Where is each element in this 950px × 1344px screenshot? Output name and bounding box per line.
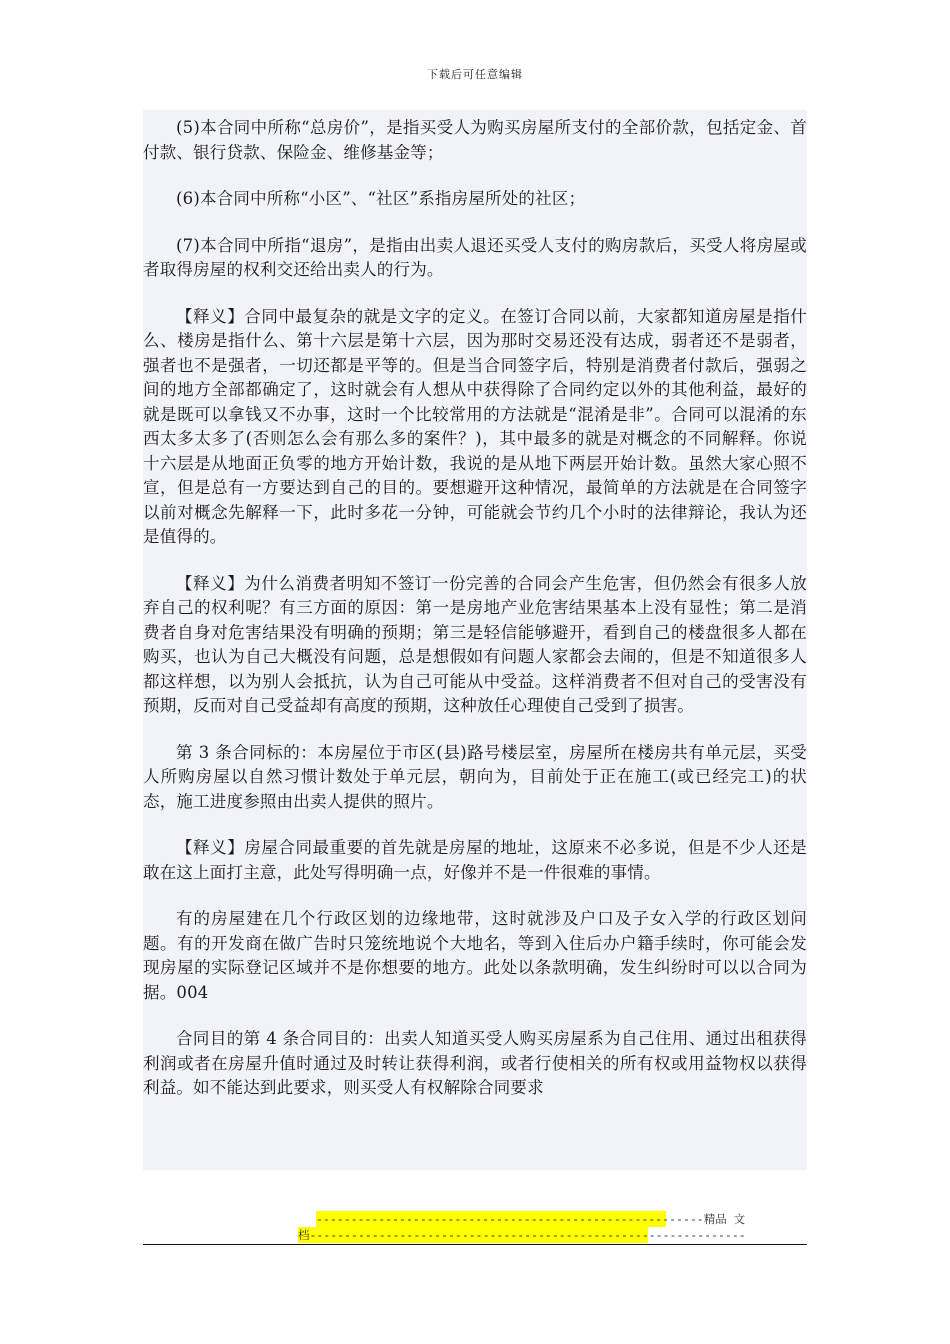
paragraph-article-3: 第 3 条合同标的：本房屋位于市区(县)路号楼层室，房屋所在楼房共有单元层，买受人所购房屋以自然习惯计数处于单元层，朝向为，目前处于正在施工(或已经完工)的状态，施工进度参照由出卖人提供的照片。	[143, 742, 807, 811]
footer-divider	[143, 1244, 807, 1245]
footer-line-1: --------------------------------------------------------精品 文	[316, 1212, 746, 1226]
footer-watermark	[298, 1211, 746, 1243]
paragraph-definition-6: (6)本合同中所称“小区”、“社区”系指房屋所处的社区；	[176, 189, 586, 208]
document-body	[143, 110, 807, 1170]
page-header: 下载后可任意编辑	[427, 68, 523, 81]
paragraph-commentary-3: 【释义】房屋合同最重要的首先就是房屋的地址，这原来不必多说，但是不少人还是敢在这上面打主意，此处写得明确一点，好像并不是一件很难的事情。	[143, 838, 807, 882]
paragraph-commentary-2: 【释义】为什么消费者明知不签订一份完善的合同会产生危害，但仍然会有很多人放弃自己的权利呢？有三方面的原因：第一是房地产业危害结果基本上没有显性；第二是消费者自身对危害结果没有明确的预期；第三是轻信能够避开，看到自己的楼盘很多人都在购买，也认为自己大概没有问题，总是想假如有问题人家都会去闹的，但是不知道很多人都这样想，以为别人会抵抗，认为自己可能从中受益。这样消费者不但对自己的受害没有预期，反而对自己受益却有高度的预期，这种放任心理使自己受到了损害。	[143, 573, 807, 715]
footer-line-2: 档---------------------------------------------------------------	[298, 1228, 746, 1242]
paragraph-article-4: 合同目的第 4 条合同目的：出卖人知道买受人购买房屋系为自己住用、通过出租获得利润或者在房屋升值时通过及时转让获得利润，或者行使相关的所有权或用益物权以获得利益。如不能达到此要求，则买受人有权解除合同要求	[143, 1029, 807, 1097]
paragraph-definition-7: (7)本合同中所指“退房”，是指由出卖人退还买受人支付的购房款后，买受人将房屋或者取得房屋的权利交还给出卖人的行为。	[143, 235, 807, 279]
paragraph-district-note: 有的房屋建在几个行政区划的边缘地带，这时就涉及户口及子女入学的行政区划问题。有的开发商在做广告时只笼统地说个大地名，等到入住后办户籍手续时，你可能会发现房屋的实际登记区域并不是你想要的地方。此处以条款明确，发生纠纷时可以以合同为据。004	[143, 909, 807, 1002]
paragraph-definition-5: (5)本合同中所称“总房价”，是指买受人为购买房屋所支付的全部价款，包括定金、首付款、银行贷款、保险金、维修基金等；	[143, 118, 807, 162]
paragraph-commentary-1: 【释义】合同中最复杂的就是文字的定义。在签订合同以前，大家都知道房屋是指什么、楼房是指什么、第十六层是第十六层，因为那时交易还没有达成，弱者还不是弱者，强者也不是强者，一切还都是平等的。但是当合同签字后，特别是消费者付款后，强弱之间的地方全部都确定了，这时就会有人想从中获得除了合同约定以外的其他利益，最好的就是既可以拿钱又不办事，这时一个比较常用的方法就是“混淆是非”。合同可以混淆的东西太多太多了(否则怎么会有那么多的案件？)，其中最多的就是对概念的不同解释。你说十六层是从地面正负零的地方开始计数，我说的是从地下两层开始计数。虽然大家心照不宣，但是总有一方要达到自己的目的。要想避开这种情况，最简单的方法就是在合同签字以前对概念先解释一下，此时多花一分钟，可能就会节约几个小时的法律辩论，我认为还是值得的。	[143, 306, 807, 546]
